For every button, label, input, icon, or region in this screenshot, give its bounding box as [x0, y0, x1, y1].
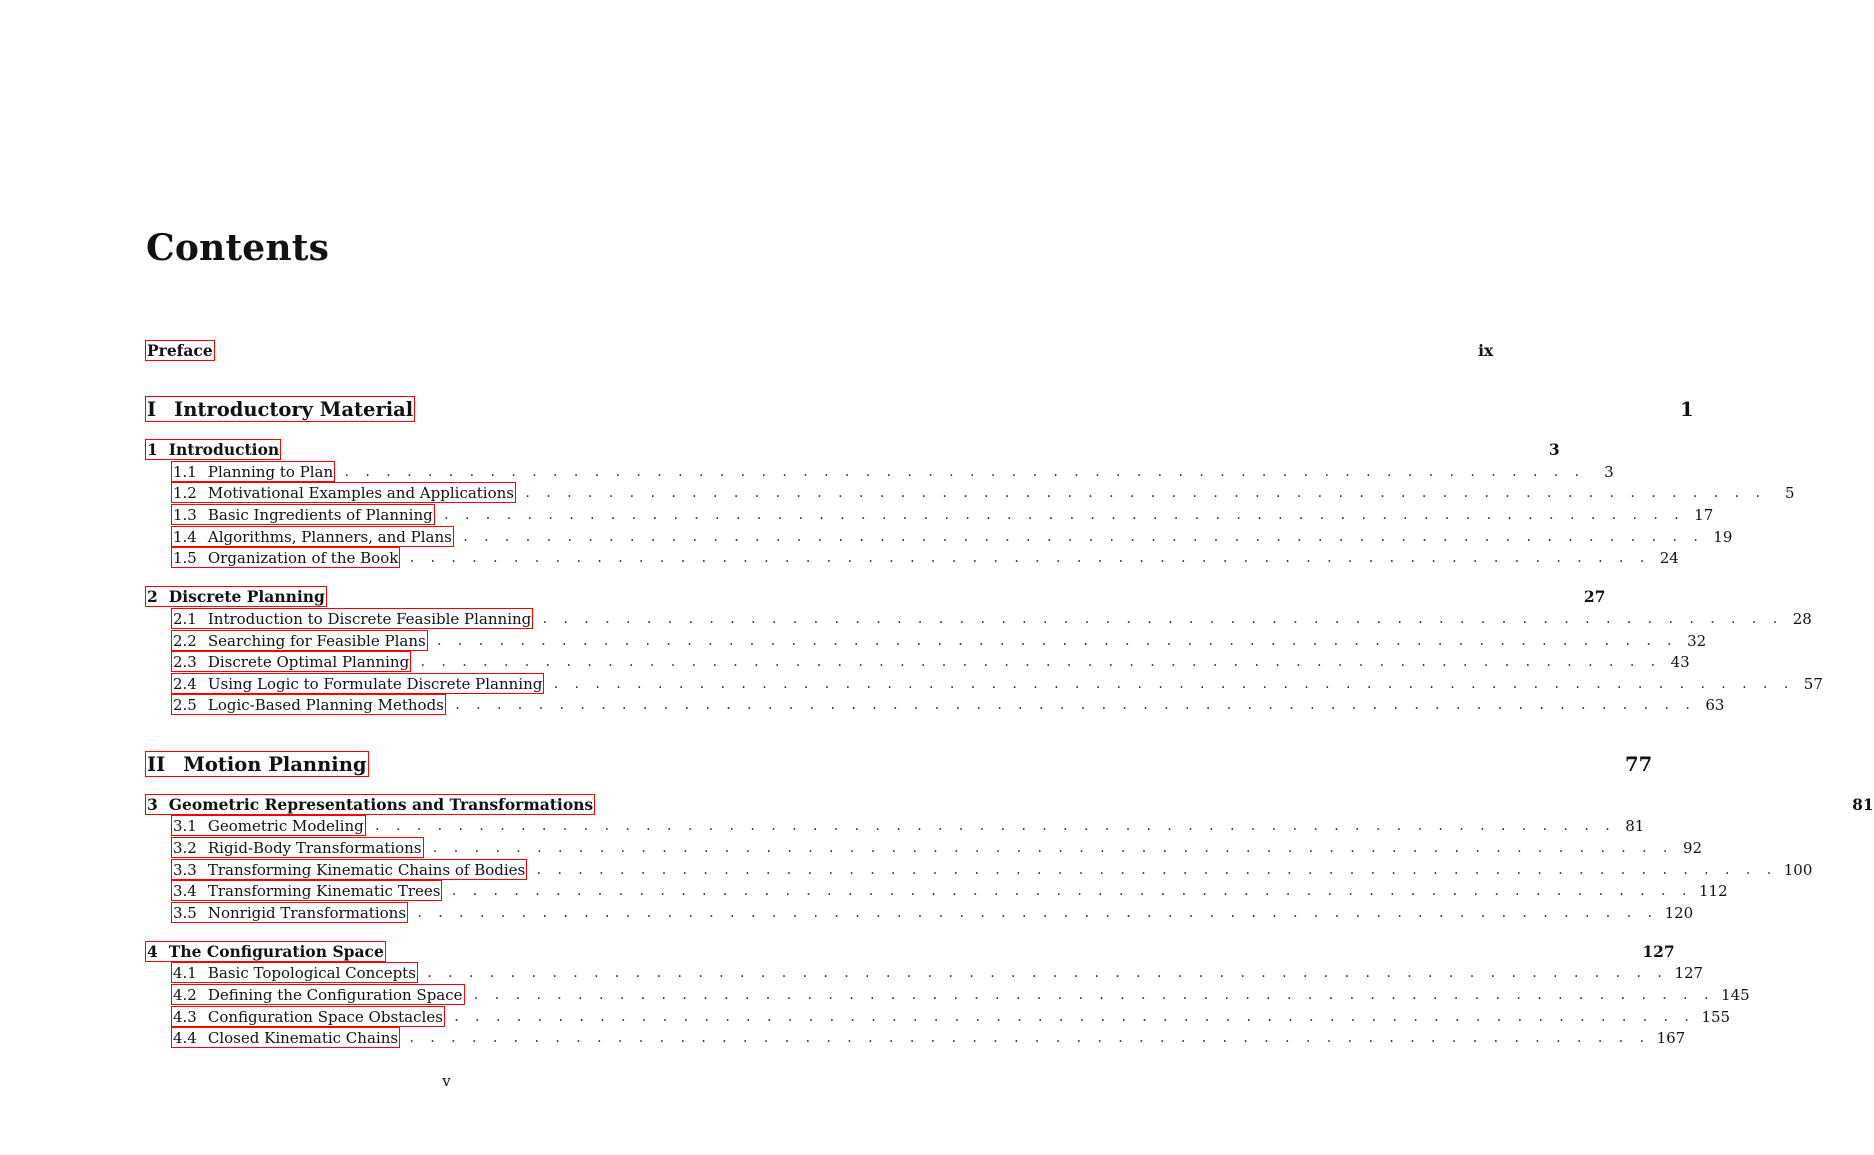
- toc-entry-title: Using Logic to Formulate Discrete Planning: [207, 674, 543, 693]
- toc-section-link[interactable]: [171, 1027, 400, 1048]
- toc-section-row: [171, 962, 1704, 983]
- toc-page-number: 92: [1682, 838, 1703, 857]
- toc-part-link[interactable]: [145, 751, 369, 777]
- toc-section-row: [171, 526, 1733, 547]
- toc-section-row: [171, 504, 1714, 525]
- toc-entry-title: Motivational Examples and Applications: [207, 483, 514, 502]
- toc-section-link[interactable]: [171, 673, 544, 694]
- toc-section-row: [171, 630, 1707, 651]
- dot-leader: . . . . . . . . . . . . . . . . . . . . . . . . . . . . . . . . . . . . . . . . . . . . . . . . . . . . . . . . . . . .: [541, 611, 1782, 626]
- toc-section-link[interactable]: [171, 504, 435, 525]
- toc-entry-title: Transforming Kinematic Trees: [207, 881, 441, 900]
- toc-entry-title: Configuration Space Obstacles: [207, 1007, 443, 1026]
- toc-section-row: [171, 815, 1645, 836]
- toc-entry-number: 1.5: [173, 548, 197, 567]
- toc-section-row: [171, 547, 1679, 568]
- dot-leader: . . . . . . . . . . . . . . . . . . . . . . . . . . . . . . . . . . . . . . . . . . . . . . . . . . . . . . . . . . . .: [408, 550, 1649, 565]
- toc-preface-link[interactable]: [145, 340, 215, 361]
- dot-leader: . . . . . . . . . . . . . . . . . . . . . . . . . . . . . . . . . . . . . . . . . . . . . . . . . . . . . . . . . . . .: [552, 676, 1793, 691]
- dot-leader: . . . . . . . . . . . . . . . . . . . . . . . . . . . . . . . . . . . . . . . . . . . . . . . . . . . . . . . . . . . .: [524, 485, 1765, 500]
- toc-entry-number: 4.1: [173, 963, 197, 982]
- toc-section-link[interactable]: [171, 547, 400, 568]
- dot-leader: . . . . . . . . . . . . . . . . . . . . . . . . . . . . . . . . . . . . . . . . . . . . . . . . . . . . . . . . . . . .: [408, 1030, 1649, 1045]
- toc-entry-title: Rigid-Body Transformations: [207, 838, 422, 857]
- toc-entry-title: Algorithms, Planners, and Plans: [207, 527, 452, 546]
- toc-section-row: [171, 1006, 1731, 1027]
- toc-section-link[interactable]: [171, 461, 335, 482]
- toc-chapter-link[interactable]: [145, 586, 327, 607]
- toc-entry-number: 2.4: [173, 674, 197, 693]
- toc-entry-number: 4: [147, 942, 158, 961]
- toc-section-row: [171, 482, 1795, 503]
- dot-leader: . . . . . . . . . . . . . . . . . . . . . . . . . . . . . . . . . . . . . . . . . . . . . . . . . . . . . . . . . . . .: [425, 965, 1667, 980]
- dot-leader: . . . . . . . . . . . . . . . . . . . . . . . . . . . . . . . . . . . . . . . . . . . . . . . . . . . . . . . . . . . .: [435, 633, 1677, 648]
- toc-entry-title: Introductory Material: [174, 397, 414, 421]
- toc-entry-title: Geometric Modeling: [207, 816, 364, 835]
- toc-entry-title: Preface: [147, 341, 213, 360]
- dot-leader: . . . . . . . . . . . . . . . . . . . . . . . . . . . . . . . . . . . . . . . . . . . . . . . . . . . . . . . . . . . .: [442, 507, 1684, 522]
- toc-entry-number: 3.2: [173, 838, 197, 857]
- toc-entry-number: 4.2: [173, 985, 197, 1004]
- toc-preface-row: [145, 340, 1494, 361]
- toc-entry-title: Closed Kinematic Chains: [207, 1028, 399, 1047]
- dot-leader: . . . . . . . . . . . . . . . . . . . . . . . . . . . . . . . . . . . . . . . . . . . . . . . . . . . . . . . . . . . .: [452, 1009, 1694, 1024]
- toc-entry-number: 1.3: [173, 505, 197, 524]
- page-number: v: [442, 1072, 451, 1090]
- toc-chapter-row: [145, 941, 1675, 962]
- toc-section-row: [171, 880, 1728, 901]
- toc-chapter-link[interactable]: [145, 794, 595, 815]
- toc-section-link[interactable]: [171, 526, 454, 547]
- toc-page-number: 43: [1670, 652, 1690, 671]
- toc-entry-number: 2.2: [173, 631, 197, 650]
- toc-chapter-link[interactable]: [145, 439, 281, 460]
- toc-entry-number: 3.5: [173, 903, 197, 922]
- toc-page-number: 112: [1699, 881, 1728, 900]
- toc-page-number: 81: [1852, 795, 1874, 814]
- toc-section-link[interactable]: [171, 984, 465, 1005]
- toc-entry-number: 1.1: [173, 462, 197, 481]
- dot-leader: . . . . . . . . . . . . . . . . . . . . . . . . . . . . . . . . . . . . . . . . . . . . . . . . . . . . . . . . . . . .: [450, 883, 1692, 898]
- dot-leader: . . . . . . . . . . . . . . . . . . . . . . . . . . . . . . . . . . . . . . . . . . . . . . . . . . . . . . . . . . . .: [373, 818, 1615, 833]
- page-title: Contents: [146, 227, 330, 269]
- toc-entry-number: 4.3: [173, 1007, 197, 1026]
- toc-chapter-row: [145, 586, 1606, 607]
- toc-section-row: [171, 651, 1690, 672]
- toc-entry-number: 3.4: [173, 881, 197, 900]
- toc-page-number: 127: [1674, 963, 1704, 982]
- toc-entry-title: Introduction to Discrete Feasible Planning: [207, 609, 532, 628]
- toc-entry-number: 4.4: [173, 1028, 197, 1047]
- toc-chapter-row: [145, 439, 1560, 460]
- toc-entry-number: 3.1: [173, 816, 197, 835]
- toc-page-number: 57: [1803, 674, 1823, 693]
- toc-page-number: 27: [1583, 587, 1606, 606]
- toc-section-row: [171, 859, 1813, 880]
- toc-entry-title: Basic Topological Concepts: [207, 963, 416, 982]
- toc-section-link[interactable]: [171, 859, 527, 880]
- toc-entry-number: 1: [147, 440, 158, 459]
- toc-section-link[interactable]: [171, 837, 424, 858]
- toc-entry-number: 3.3: [173, 860, 197, 879]
- toc-entry-number: 1.4: [173, 527, 197, 546]
- toc-entry-title: Discrete Planning: [168, 587, 325, 606]
- toc-entry-title: Motion Planning: [183, 752, 367, 776]
- toc-part-row: [145, 396, 1694, 422]
- toc-page-number: 28: [1792, 609, 1812, 628]
- toc-section-row: [171, 694, 1725, 715]
- dot-leader: . . . . . . . . . . . . . . . . . . . . . . . . . . . . . . . . . . . . . . . . . . . . . . . . . . . . . . . . . . . .: [416, 905, 1657, 920]
- toc-page-number: 167: [1656, 1028, 1686, 1047]
- toc-section-row: [171, 1027, 1686, 1048]
- toc-section-row: [171, 608, 1812, 629]
- toc-part-link[interactable]: [145, 396, 415, 422]
- toc-section-link[interactable]: [171, 815, 366, 836]
- toc-section-link[interactable]: [171, 1006, 445, 1027]
- toc-section-row: [171, 461, 1614, 482]
- toc-page-number: 3: [1604, 462, 1614, 481]
- toc-section-row: [171, 673, 1823, 694]
- toc-chapter-row: [145, 794, 1874, 815]
- toc-page-number: 77: [1625, 752, 1653, 776]
- toc-entry-number: 3: [147, 795, 158, 814]
- toc-entry-title: Searching for Feasible Plans: [207, 631, 426, 650]
- toc-entry-title: The Configuration Space: [168, 942, 384, 961]
- toc-page-number: 100: [1783, 860, 1813, 879]
- dot-leader: . . . . . . . . . . . . . . . . . . . . . . . . . . . . . . . . . . . . . . . . . . . . . . . . . . . . . . . . . . . .: [419, 654, 1660, 669]
- toc-section-row: [171, 902, 1694, 923]
- toc-section-row: [171, 837, 1703, 858]
- toc-page-number: 120: [1664, 903, 1694, 922]
- toc-section-link[interactable]: [171, 694, 446, 715]
- toc-entry-title: Defining the Configuration Space: [207, 985, 463, 1004]
- toc-page-number: 17: [1694, 505, 1714, 524]
- toc-entry-title: Introduction: [168, 440, 280, 459]
- toc-entry-number: 2.3: [173, 652, 197, 671]
- dot-leader: . . . . . . . . . . . . . . . . . . . . . . . . . . . . . . . . . . . . . . . . . . . . . . . . . . . . . . . . . . . .: [472, 987, 1714, 1002]
- dot-leader: . . . . . . . . . . . . . . . . . . . . . . . . . . . . . . . . . . . . . . . . . . . . . . . . . . . . . . . . . . . .: [343, 464, 1584, 479]
- toc-page-number: 155: [1701, 1007, 1731, 1026]
- toc-page-number: 127: [1642, 942, 1675, 961]
- dot-leader: . . . . . . . . . . . . . . . . . . . . . . . . . . . . . . . . . . . . . . . . . . . . . . . . . . . . . . . . . . . .: [453, 697, 1695, 712]
- toc-entry-title: Basic Ingredients of Planning: [207, 505, 433, 524]
- toc-entry-title: Planning to Plan: [207, 462, 334, 481]
- toc-entry-number: 2.1: [173, 609, 197, 628]
- toc-section-link[interactable]: [171, 630, 428, 651]
- dot-leader: . . . . . . . . . . . . . . . . . . . . . . . . . . . . . . . . . . . . . . . . . . . . . . . . . . . . . . . . . . . .: [431, 840, 1673, 855]
- toc-entry-number: 2.5: [173, 695, 197, 714]
- toc-page-number: 145: [1721, 985, 1750, 1004]
- toc-page-number: 19: [1713, 527, 1733, 546]
- toc-section-link[interactable]: [171, 651, 411, 672]
- toc-chapter-link[interactable]: [145, 941, 386, 962]
- toc-page-number: 24: [1659, 548, 1679, 567]
- toc-entry-title: Geometric Representations and Transformations: [168, 795, 594, 814]
- toc-page-number: ix: [1478, 341, 1494, 360]
- toc-part-row: [145, 751, 1653, 777]
- dot-leader: . . . . . . . . . . . . . . . . . . . . . . . . . . . . . . . . . . . . . . . . . . . . . . . . . . . . . . . . . . . .: [461, 529, 1703, 544]
- toc-entry-number: 2: [147, 587, 158, 606]
- toc-entry-title: Nonrigid Transformations: [207, 903, 407, 922]
- toc-entry-title: Organization of the Book: [207, 548, 399, 567]
- toc-section-link[interactable]: [171, 880, 442, 901]
- toc-entry-number: II: [147, 752, 166, 776]
- toc-page-number: 1: [1680, 397, 1694, 421]
- toc-page-number: 5: [1784, 483, 1795, 502]
- dot-leader: . . . . . . . . . . . . . . . . . . . . . . . . . . . . . . . . . . . . . . . . . . . . . . . . . . . . . . . . . . . .: [535, 862, 1776, 877]
- toc-section-link[interactable]: [171, 482, 516, 503]
- toc-section-link[interactable]: [171, 902, 408, 923]
- toc-section-link[interactable]: [171, 962, 418, 983]
- toc-page-number: 3: [1548, 440, 1560, 459]
- toc-page-number: 81: [1625, 816, 1645, 835]
- toc-page-number: 63: [1705, 695, 1725, 714]
- toc-section-link[interactable]: [171, 608, 533, 629]
- toc-entry-title: Discrete Optimal Planning: [207, 652, 410, 671]
- toc-entry-title: Logic-Based Planning Methods: [207, 695, 444, 714]
- toc-section-row: [171, 984, 1750, 1005]
- toc-page-number: 32: [1687, 631, 1707, 650]
- toc-entry-number: 1.2: [173, 483, 197, 502]
- toc-entry-number: I: [147, 397, 157, 421]
- toc-entry-title: Transforming Kinematic Chains of Bodies: [207, 860, 526, 879]
